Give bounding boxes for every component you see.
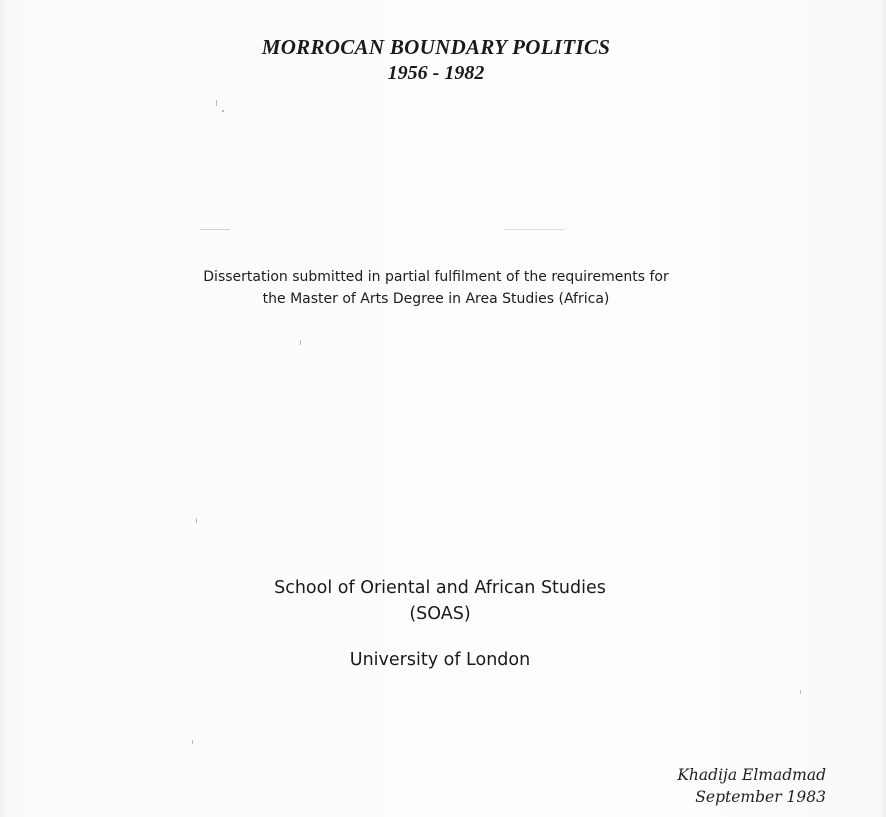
dissertation-title-block <box>0 34 872 86</box>
institution-block <box>0 575 880 673</box>
submission-date: September 1983 <box>695 788 826 806</box>
dissertation-years: 1956 - 1982 <box>387 62 485 84</box>
author-block <box>677 764 826 808</box>
paper-speck <box>216 100 217 106</box>
submission-line-2: the Master of Arts Degree in Area Studies (Africa) <box>262 291 610 307</box>
paper-speck <box>196 518 197 523</box>
dissertation-title: MORROCAN BOUNDARY POLITICS <box>261 35 611 59</box>
paper-speck <box>222 110 224 112</box>
submission-statement <box>0 266 872 310</box>
school-abbreviation: (SOAS) <box>409 604 471 624</box>
paper-speck <box>300 340 301 345</box>
university-name: University of London <box>349 650 531 670</box>
paper-speck <box>192 740 193 744</box>
school-name: School of Oriental and African Studies <box>274 578 606 598</box>
author-name: Khadija Elmadmad <box>677 766 826 784</box>
faint-divider-line <box>200 229 230 230</box>
submission-line-1: Dissertation submitted in partial fulfilment of the requirements for <box>203 269 669 285</box>
paper-speck <box>800 690 801 694</box>
faint-divider-line <box>505 229 565 230</box>
